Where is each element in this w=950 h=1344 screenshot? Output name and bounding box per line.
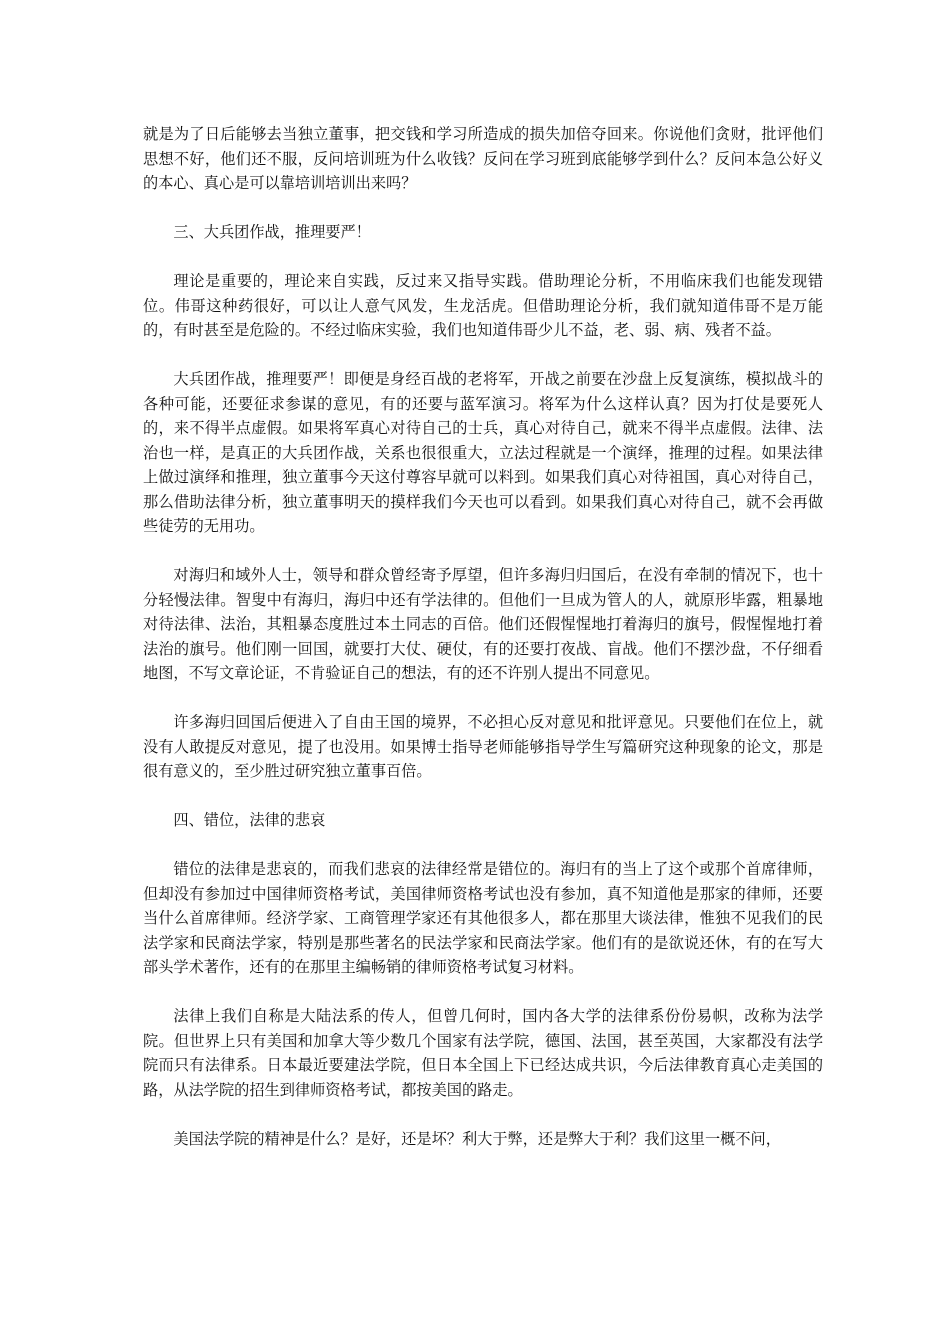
document-page — [143, 122, 823, 1176]
paragraph: 法律上我们自称是大陆法系的传人，但曾几何时，国内各大学的法律系份份易帜，改称为法学院。但世界上只有美国和加拿大等少数几个国家有法学院，德国、法国，甚至英国，大家都没有法学院而只有法律系。日本最近要建法学院，但日本全国上下已经达成共识，今后法律教育真心走美国的路，从法学院的招生到律师资格考试，都按美国的路走。 — [143, 1007, 823, 1099]
paragraph: 错位的法律是悲哀的，而我们悲哀的法律经常是错位的。海归有的当上了这个或那个首席律师，但却没有参加过中国律师资格考试，美国律师资格考试也没有参加，真不知道他是那家的律师，还要当什么首席律师。经济学家、工商管理学家还有其他很多人，都在那里大谈法律，惟独不见我们的民法学家和民商法学家，特别是那些著名的民法学家和民商法学家。他们有的是欲说还休，有的在写大部头学术著作，还有的在那里主编畅销的律师资格考试复习材料。 — [143, 860, 823, 976]
paragraph-truncated: 美国法学院的精神是什么？是好，还是坏？利大于弊，还是弊大于利？我们这里一概不问， — [173, 1129, 781, 1148]
paragraph: 许多海归回国后便进入了自由王国的境界，不必担心反对意见和批评意见。只要他们在位上，就没有人敢提反对意见，提了也没用。如果博士指导老师能够指导学生写篇研究这种现象的论文，那是很有意义的，至少胜过研究独立董事百倍。 — [143, 713, 823, 780]
section-heading-four: 四、错位，法律的悲哀 — [173, 811, 326, 829]
paragraph: 理论是重要的，理论来自实践，反过来又指导实践。借助理论分析，不用临床我们也能发现错位。伟哥这种药很好，可以让人意气风发，生龙活虎。但借助理论分析，我们就知道伟哥不是万能的，有时甚至是危险的。不经过临床实验，我们也知道伟哥少儿不益，老、弱、病、残者不益。 — [143, 272, 823, 339]
paragraph: 大兵团作战，推理要严！即便是身经百战的老将军，开战之前要在沙盘上反复演练，模拟战斗的各种可能，还要征求参谋的意见，有的还要与蓝军演习。将军为什么这样认真？因为打仗是要死人的，来不得半点虚假。如果将军真心对待自己的士兵，真心对待自己，就来不得半点虚假。法律、法治也一样，是真正的大兵团作战，关系也很很重大，立法过程就是一个演绎，推理的过程。如果法律上做过演绎和推理，独立董事今天这付尊容早就可以料到。如果我们真心对待祖国，真心对待自己，那么借助法律分析，独立董事明天的摸样我们今天也可以看到。如果我们真心对待自己，就不会再做些徒劳的无用功。 — [143, 370, 823, 535]
paragraph-continuation: 就是为了日后能够去当独立董事，把交钱和学习所造成的损失加倍夺回来。你说他们贪财，批评他们思想不好，他们还不服，反问培训班为什么收钱？反问在学习班到底能够学到什么？反问本急公好义的本心、真心是可以靠培训培训出来吗？ — [143, 125, 823, 192]
section-heading-three: 三、大兵团作战，推理要严！ — [173, 223, 371, 241]
paragraph: 对海归和域外人士，领导和群众曾经寄予厚望，但许多海归归国后，在没有牵制的情况下，也十分轻慢法律。智叟中有海归，海归中还有学法律的。但他们一旦成为管人的人，就原形毕露，粗暴地对待法律、法治，其粗暴态度胜过本土同志的百倍。他们还假惺惺地打着海归的旗号，假惺惺地打着法治的旗号。他们刚一回国，就要打大仗、硬仗，有的还要打夜战、盲战。他们不摆沙盘，不仔细看地图，不写文章论证，不肯验证自己的想法，有的还不许别人提出不同意见。 — [143, 566, 823, 682]
